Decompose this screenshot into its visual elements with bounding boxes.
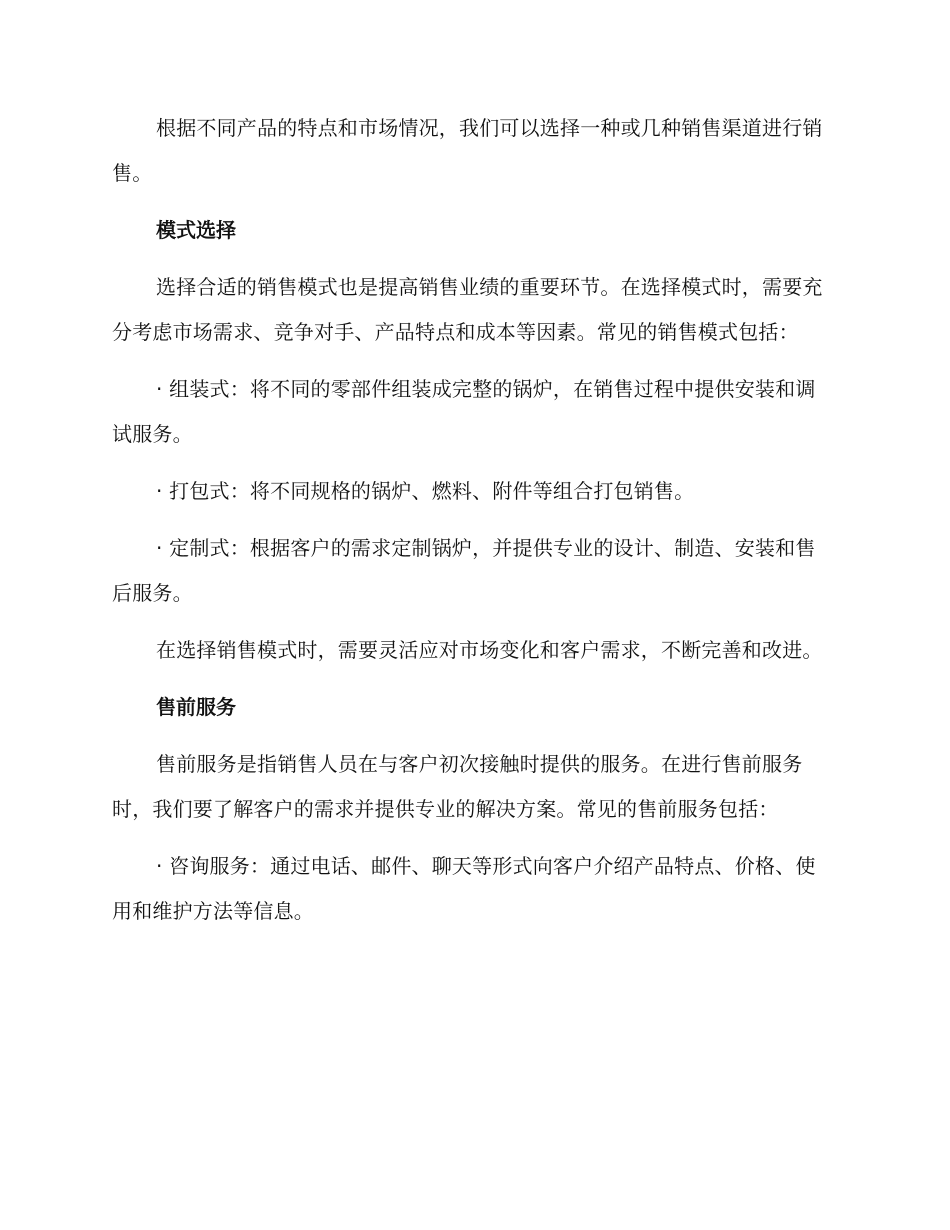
list-item-assembly: · 组装式：将不同的零部件组装成完整的锅炉，在销售过程中提供安装和调试服务。: [112, 377, 816, 446]
paragraph-mode-intro: 选择合适的销售模式也是提高销售业绩的重要环节。在选择模式时，需要充分考虑市场需求、竞争对手、产品特点和成本等因素。常见的销售模式包括：: [112, 275, 823, 344]
list-item-consulting: · 咨询服务：通过电话、邮件、聊天等形式向客户介绍产品特点、价格、使用和维护方法等信息。: [112, 854, 816, 923]
list-item-bundle: · 打包式：将不同规格的锅炉、燃料、附件等组合打包销售。: [156, 479, 695, 503]
section-heading-presales: 售前服务: [156, 695, 236, 719]
paragraph-sales-channels: 根据不同产品的特点和市场情况，我们可以选择一种或几种销售渠道进行销售。: [112, 116, 823, 185]
section-heading-mode-selection: 模式选择: [156, 218, 236, 242]
list-item-custom: · 定制式：根据客户的需求定制锅炉，并提供专业的设计、制造、安装和售后服务。: [112, 536, 816, 605]
paragraph-presales-intro: 售前服务是指销售人员在与客户初次接触时提供的服务。在进行售前服务时，我们要了解客户的需求并提供专业的解决方案。常见的售前服务包括：: [112, 752, 803, 821]
paragraph-mode-summary: 在选择销售模式时，需要灵活应对市场变化和客户需求，不断完善和改进。: [156, 638, 823, 662]
document-body: [112, 106, 832, 934]
